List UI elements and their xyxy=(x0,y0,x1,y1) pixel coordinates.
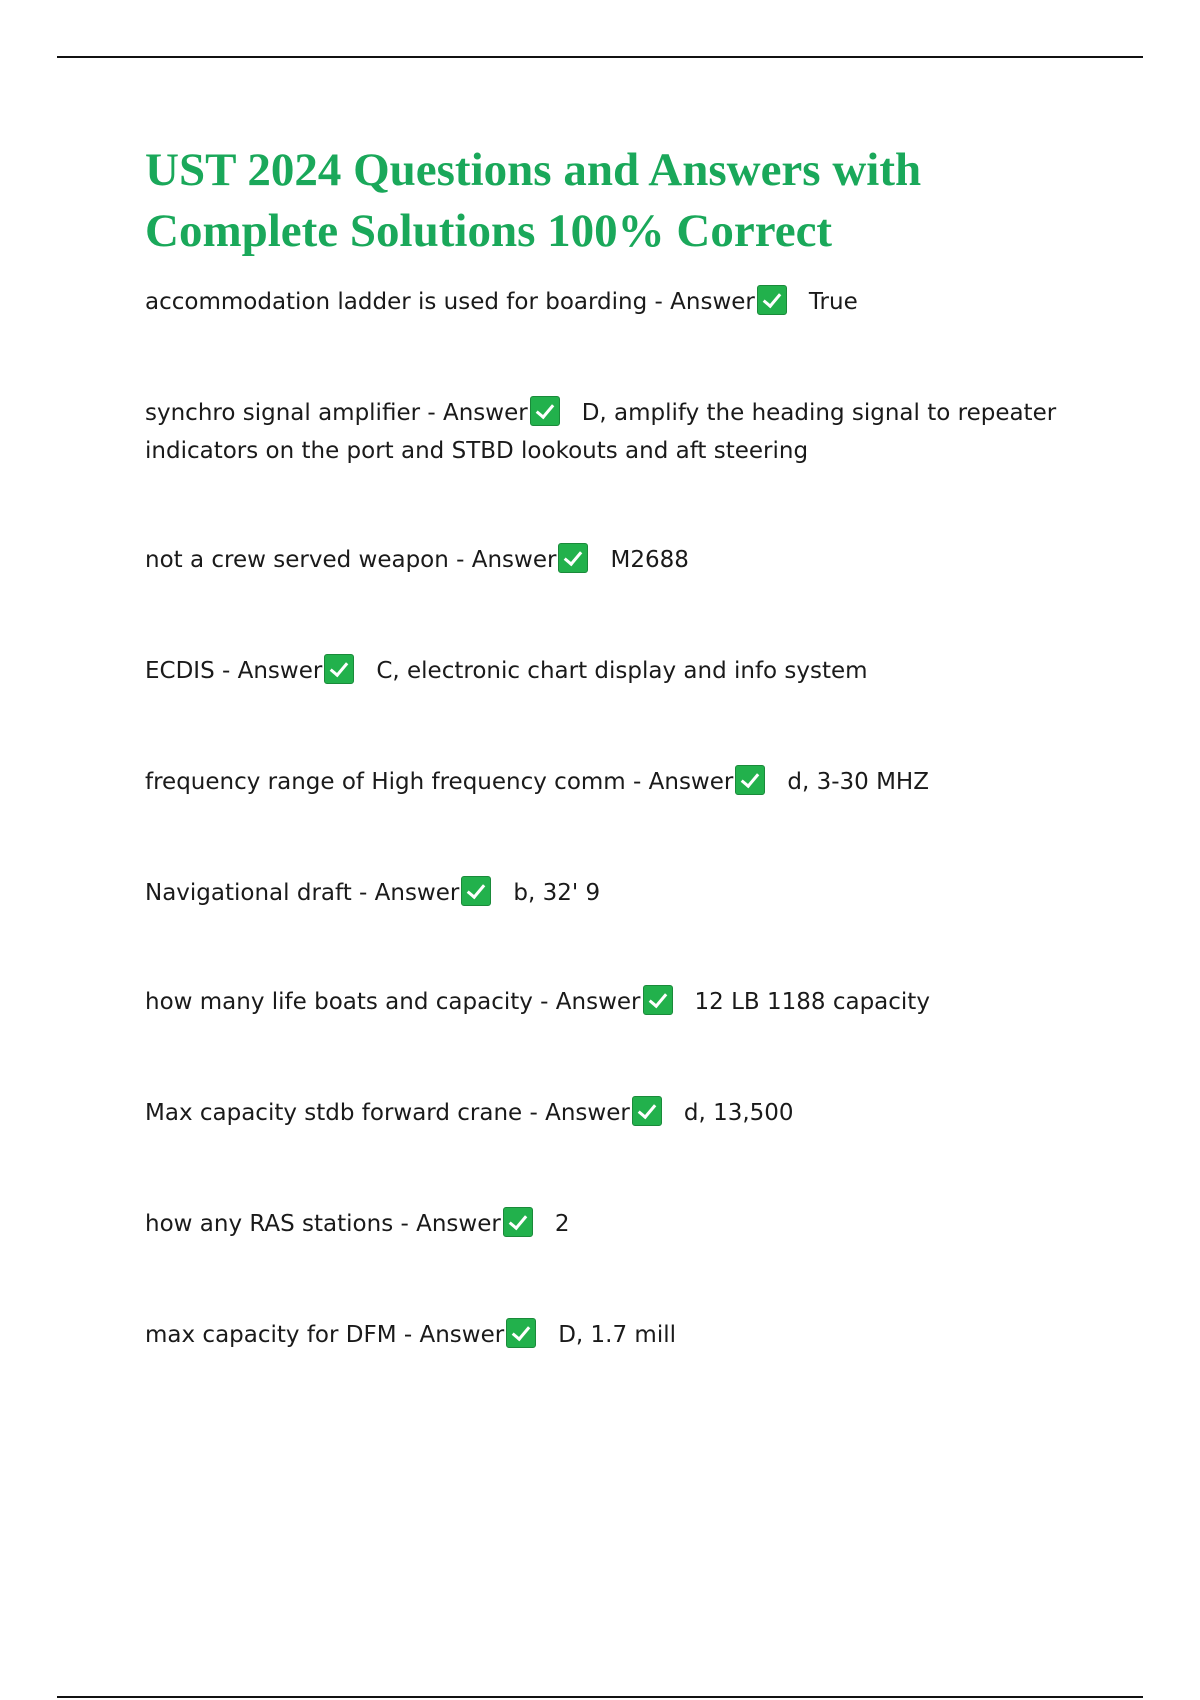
qa-item: Navigational draft - Answer b, 32' 9 xyxy=(145,874,1075,912)
answer-label: Answer xyxy=(555,989,641,1015)
question-text: max capacity for DFM xyxy=(145,1322,397,1348)
green-checkmark-icon xyxy=(643,985,673,1015)
answer-label: Answer xyxy=(670,289,755,315)
qa-item: not a crew served weapon - Answer M2688 xyxy=(145,541,1075,579)
qa-item: max capacity for DFM - Answer D, 1.7 mill xyxy=(145,1316,1075,1354)
document-title: UST 2024 Questions and Answers with Complete Solutions 100% Correct xyxy=(145,144,922,257)
answer-label: Answer xyxy=(545,1100,630,1126)
answer-text: D, amplify the heading signal to repeater indicators on the port and STBD lookouts and aft steering xyxy=(145,400,1057,464)
qa-item: accommodation ladder is used for boarding - Answer True xyxy=(145,283,1075,321)
qa-item: Max capacity stdb forward crane - Answer d, 13,500 xyxy=(145,1094,1075,1132)
answer-label: Answer xyxy=(442,400,528,426)
green-checkmark-icon xyxy=(757,285,787,315)
question-text: accommodation ladder is used for boarding xyxy=(145,289,648,315)
answer-text: d, 3-30 MHZ xyxy=(787,769,929,795)
qa-item: ECDIS - Answer C, electronic chart display and info system xyxy=(145,652,1075,690)
qa-item: how any RAS stations - Answer 2 xyxy=(145,1205,1075,1243)
question-text: Max capacity stdb forward crane xyxy=(145,1100,523,1126)
qa-item: frequency range of High frequency comm - Answer d, 3-30 MHZ xyxy=(145,763,1075,801)
answer-text: d, 13,500 xyxy=(683,1100,794,1126)
green-checkmark-icon xyxy=(735,765,765,795)
answer-text: M2688 xyxy=(610,547,689,573)
answer-label: Answer xyxy=(416,1211,501,1237)
green-checkmark-icon xyxy=(530,396,560,426)
answer-text: 2 xyxy=(554,1211,570,1237)
green-checkmark-icon xyxy=(558,543,588,573)
qa-item: synchro signal amplifier - Answer D, amplify the heading signal to repeater indicators on the port and STBD lookouts and aft steering xyxy=(145,394,1075,470)
top-rule xyxy=(57,56,1143,58)
green-checkmark-icon xyxy=(461,876,491,906)
question-text: ECDIS xyxy=(145,658,215,684)
answer-text: C, electronic chart display and info system xyxy=(376,658,868,684)
answer-text: b, 32' 9 xyxy=(513,880,601,906)
answer-label: Answer xyxy=(237,658,323,684)
answer-text: D, 1.7 mill xyxy=(558,1322,676,1348)
answer-label: Answer xyxy=(374,880,460,906)
bottom-rule xyxy=(57,1696,1143,1698)
answer-label: Answer xyxy=(648,769,734,795)
question-text: how many life boats and capacity xyxy=(145,989,533,1015)
answer-text: True xyxy=(808,289,858,315)
question-text: synchro signal amplifier xyxy=(145,400,421,426)
answer-label: Answer xyxy=(419,1322,505,1348)
green-checkmark-icon xyxy=(324,654,354,684)
qa-item: how many life boats and capacity - Answer 12 LB 1188 capacity xyxy=(145,983,1075,1021)
green-checkmark-icon xyxy=(632,1096,662,1126)
question-text: Navigational draft xyxy=(145,880,352,906)
answer-text: 12 LB 1188 capacity xyxy=(694,989,930,1015)
question-text: not a crew served weapon xyxy=(145,547,449,573)
question-text: frequency range of High frequency comm xyxy=(145,769,626,795)
green-checkmark-icon xyxy=(506,1318,536,1348)
question-text: how any RAS stations xyxy=(145,1211,394,1237)
answer-label: Answer xyxy=(471,547,557,573)
green-checkmark-icon xyxy=(503,1207,533,1237)
